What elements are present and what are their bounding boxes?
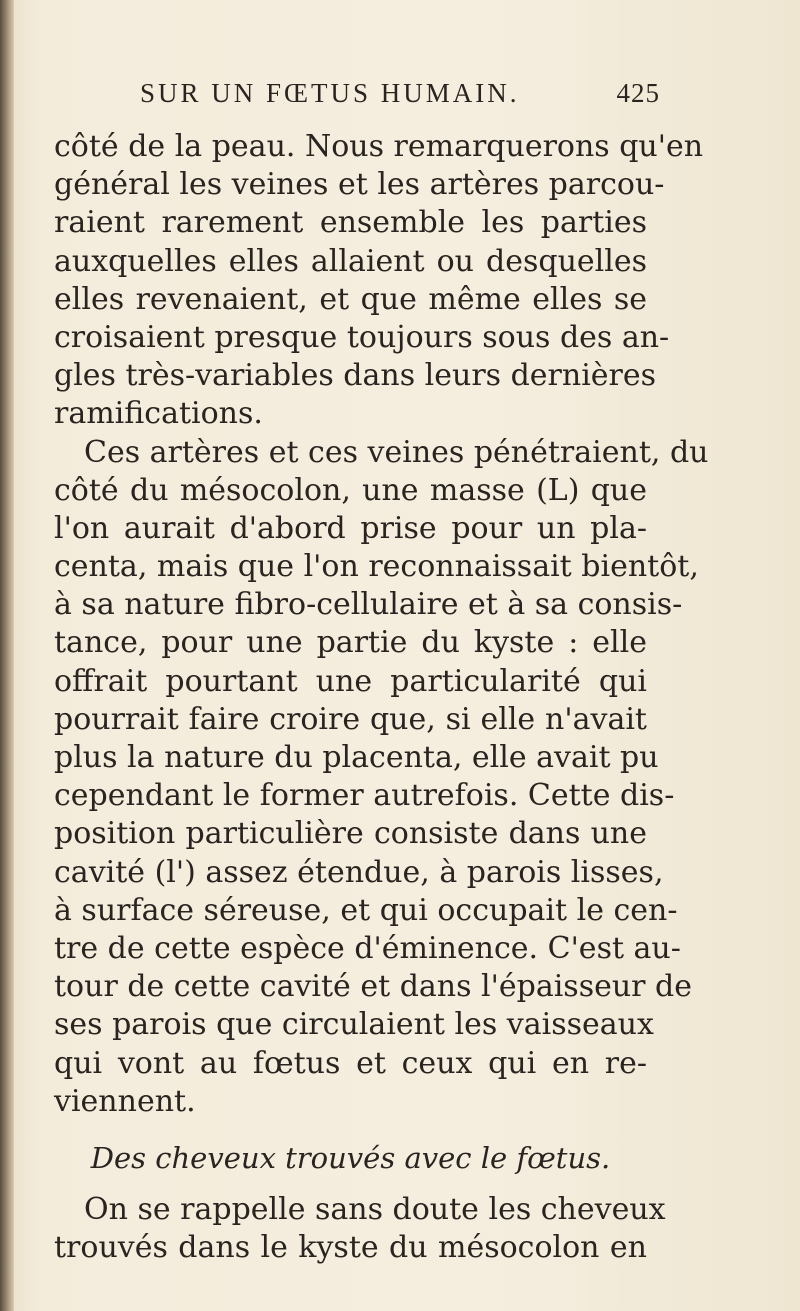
text-line: croisaient presque toujours sous des an- — [54, 319, 670, 355]
text-line: ses parois que circulaient les vaisseaux — [54, 1007, 654, 1043]
page-gutter — [0, 0, 14, 1311]
text-line: à sa nature fibro-cellulaire et à sa consis- — [54, 587, 683, 623]
text-line: elles revenaient, et que même elles se — [54, 281, 647, 317]
text-line: ramifications. — [54, 396, 263, 432]
text-line: offrait pourtant une particularité qui — [54, 663, 647, 699]
paragraph-2 — [54, 434, 709, 1121]
text-line: viennent. — [54, 1083, 196, 1119]
running-title: SUR UN FŒTUS HUMAIN. — [140, 78, 520, 108]
text-line: plus la nature du placenta, elle avait pu — [54, 740, 659, 775]
text-line: auxquelles elles allaient ou desquelles — [54, 243, 647, 279]
text-line: côté de la peau. Nous remarquerons qu'en — [54, 129, 704, 164]
text-line: centa, mais que l'on reconnaissait bientôt, — [54, 549, 699, 585]
text-line: trouvés dans le kyste du mésocolon en — [54, 1230, 647, 1266]
text-line: position particulière consiste dans une — [54, 816, 647, 852]
text-line: l'on aurait d'abord prise pour un pla- — [54, 510, 647, 546]
text-line: cependant le former autrefois. Cette dis- — [54, 778, 675, 814]
text-line: tance, pour une partie du kyste : elle — [54, 625, 647, 661]
text-line: raient rarement ensemble les parties — [54, 205, 647, 241]
paragraph-1 — [54, 128, 704, 434]
section-subheading: Des cheveux trouvés avec le fœtus. — [90, 1140, 611, 1175]
text-line: côté du mésocolon, une masse (L) que — [54, 472, 647, 508]
text-line: tour de cette cavité et dans l'épaisseur de — [54, 969, 693, 1005]
text-line: cavité (l') assez étendue, à parois lisses, — [54, 854, 664, 890]
text-line: tre de cette espèce d'éminence. C'est au- — [54, 930, 681, 966]
text-line: à surface séreuse, et qui occupait le cen- — [54, 892, 678, 928]
text-line: général les veines et les artères parcou- — [54, 167, 665, 203]
page-body — [54, 128, 709, 1267]
text-line: gles très-variables dans leurs dernières — [54, 358, 657, 394]
page-number: 425 — [616, 78, 660, 108]
text-line: On se rappelle sans doute les cheveux — [84, 1191, 666, 1227]
text-line: pourrait faire croire que, si elle n'avait — [54, 701, 647, 737]
paragraph-3 — [54, 1191, 666, 1267]
text-line: qui vont au fœtus et ceux qui en re- — [54, 1045, 647, 1081]
text-line: Ces artères et ces veines pénétraient, du — [84, 434, 709, 470]
running-header — [140, 78, 660, 118]
